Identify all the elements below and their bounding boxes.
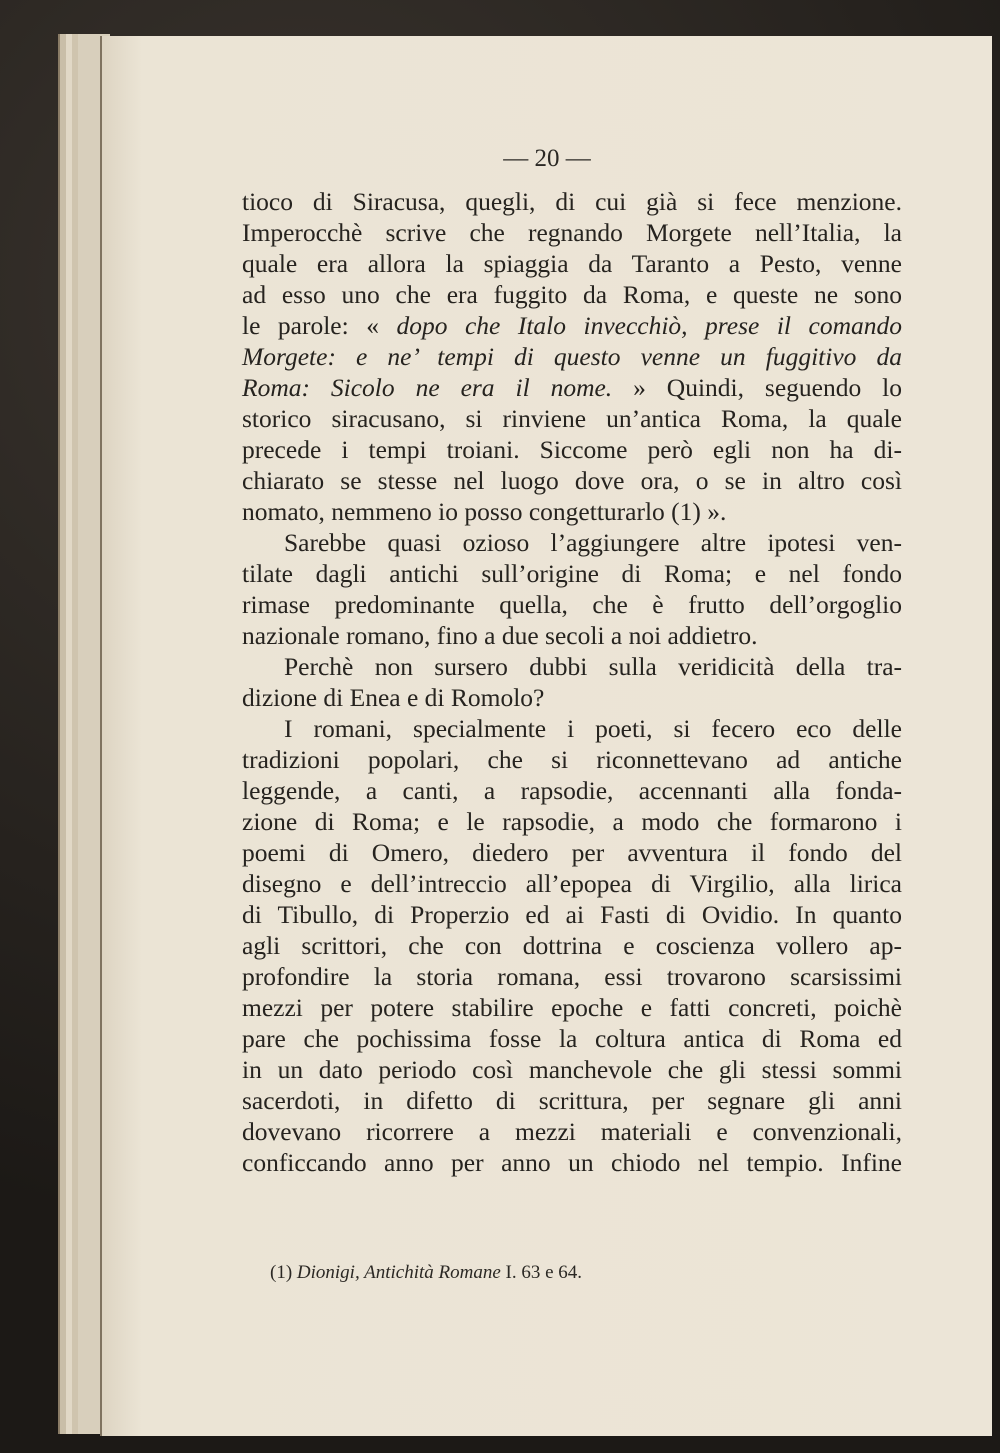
line-text: » Quindi, seguendo lo [612, 373, 902, 402]
text-line [242, 620, 902, 651]
footnote-author: Dionigi, [296, 1262, 360, 1283]
line-text: tioco di Siracusa, quegli, di cui già si fece menzione. [242, 187, 902, 216]
line-text: rimase predominante quella, che è frutto dell’orgoglio [242, 590, 902, 619]
text-line [242, 279, 902, 310]
text-line [242, 930, 902, 961]
text-line [242, 527, 902, 558]
text-line [242, 403, 902, 434]
line-text: poemi di Omero, diedero per avventura il fondo del [242, 838, 902, 867]
line-text: sacerdoti, in difetto di scrittura, per segnare gli anni [242, 1086, 902, 1115]
text-line [242, 310, 902, 341]
text-line [242, 465, 902, 496]
italic-quote: Roma: Sicolo ne era il nome. [242, 373, 613, 402]
line-text: in un dato periodo così manchevole che gli stessi sommi [242, 1055, 902, 1084]
line-text: pare che pochissima fosse la coltura antica di Roma ed [242, 1024, 902, 1053]
line-text: zione di Roma; e le rapsodie, a modo che formarono i [242, 807, 902, 836]
text-line [242, 1054, 902, 1085]
line-text: dizione di Enea e di Romolo? [242, 683, 545, 712]
line-text: nazionale romano, fino a due secoli a noi addietro. [242, 621, 758, 650]
text-line [242, 992, 902, 1023]
body-text [242, 186, 902, 1178]
book-page [100, 36, 992, 1436]
footnote-work: Antichità Romane [359, 1262, 501, 1283]
text-line [242, 217, 902, 248]
line-text: dovevano ricorrere a mezzi materiali e convenzionali, [242, 1117, 902, 1146]
text-line [242, 1085, 902, 1116]
footnote-marker: (1) [270, 1262, 297, 1283]
line-text: I romani, specialmente i poeti, si fecero eco delle [284, 714, 902, 743]
footnote [270, 1262, 582, 1284]
page-number: — 20 — [503, 145, 591, 172]
text-line [242, 341, 902, 372]
line-text: agli scrittori, che con dottrina e coscienza vollero ap- [242, 931, 902, 960]
line-text: Perchè non sursero dubbi sulla veridicità della tra- [284, 652, 902, 681]
text-line [242, 434, 902, 465]
line-text: tradizioni popolari, che si riconnettevano ad antiche [242, 745, 902, 774]
text-line [242, 558, 902, 589]
line-text: disegno e dell’intreccio all’epopea di Virgilio, alla lirica [242, 869, 902, 898]
line-text: chiarato se stesse nel luogo dove ora, o se in altro così [242, 466, 902, 495]
text-line [242, 1023, 902, 1054]
text-line [242, 1116, 902, 1147]
line-text: di Tibullo, di Properzio ed ai Fasti di Ovidio. In quanto [242, 900, 902, 929]
line-text: conficcando anno per anno un chiodo nel tempio. Infine [242, 1148, 902, 1177]
line-text: Sarebbe quasi ozioso l’aggiungere altre ipotesi ven- [284, 528, 902, 557]
line-text: ad esso uno che era fuggito da Roma, e queste ne sono [242, 280, 902, 309]
text-line [242, 899, 902, 930]
line-text: Imperocchè scrive che regnando Morgete nell’Italia, la [242, 218, 902, 247]
line-text: storico siracusano, si rinviene un’antica Roma, la quale [242, 404, 902, 433]
text-line [242, 186, 902, 217]
text-line [242, 372, 902, 403]
text-line [242, 651, 902, 682]
text-line [242, 589, 902, 620]
line-text: profondire la storia romana, essi trovarono scarsissimi [242, 962, 902, 991]
text-line [242, 682, 902, 713]
text-line [242, 713, 902, 744]
text-line [242, 806, 902, 837]
text-line [242, 837, 902, 868]
text-line [242, 744, 902, 775]
line-text: precede i tempi troiani. Siccome però egli non ha di- [242, 435, 902, 464]
italic-quote: dopo che Italo invecchiò, prese il comando [396, 311, 902, 340]
text-line [242, 868, 902, 899]
text-line [242, 496, 902, 527]
line-text: mezzi per potere stabilire epoche e fatti concreti, poichè [242, 993, 902, 1022]
line-text: tilate dagli antichi sull’origine di Roma; e nel fondo [242, 559, 902, 588]
line-text: le parole: « [242, 311, 397, 340]
text-line [242, 248, 902, 279]
italic-quote: Morgete: e ne’ tempi di questo venne un fuggitivo da [242, 342, 902, 371]
footnote-ref: I. 63 e 64. [500, 1262, 583, 1283]
text-line [242, 775, 902, 806]
text-line [242, 1147, 902, 1178]
line-text: quale era allora la spiaggia da Taranto a Pesto, venne [242, 249, 902, 278]
line-text: nomato, nemmeno io posso congetturarlo (1) ». [242, 497, 727, 526]
text-line [242, 961, 902, 992]
line-text: leggende, a canti, a rapsodie, accennanti alla fonda- [242, 776, 902, 805]
